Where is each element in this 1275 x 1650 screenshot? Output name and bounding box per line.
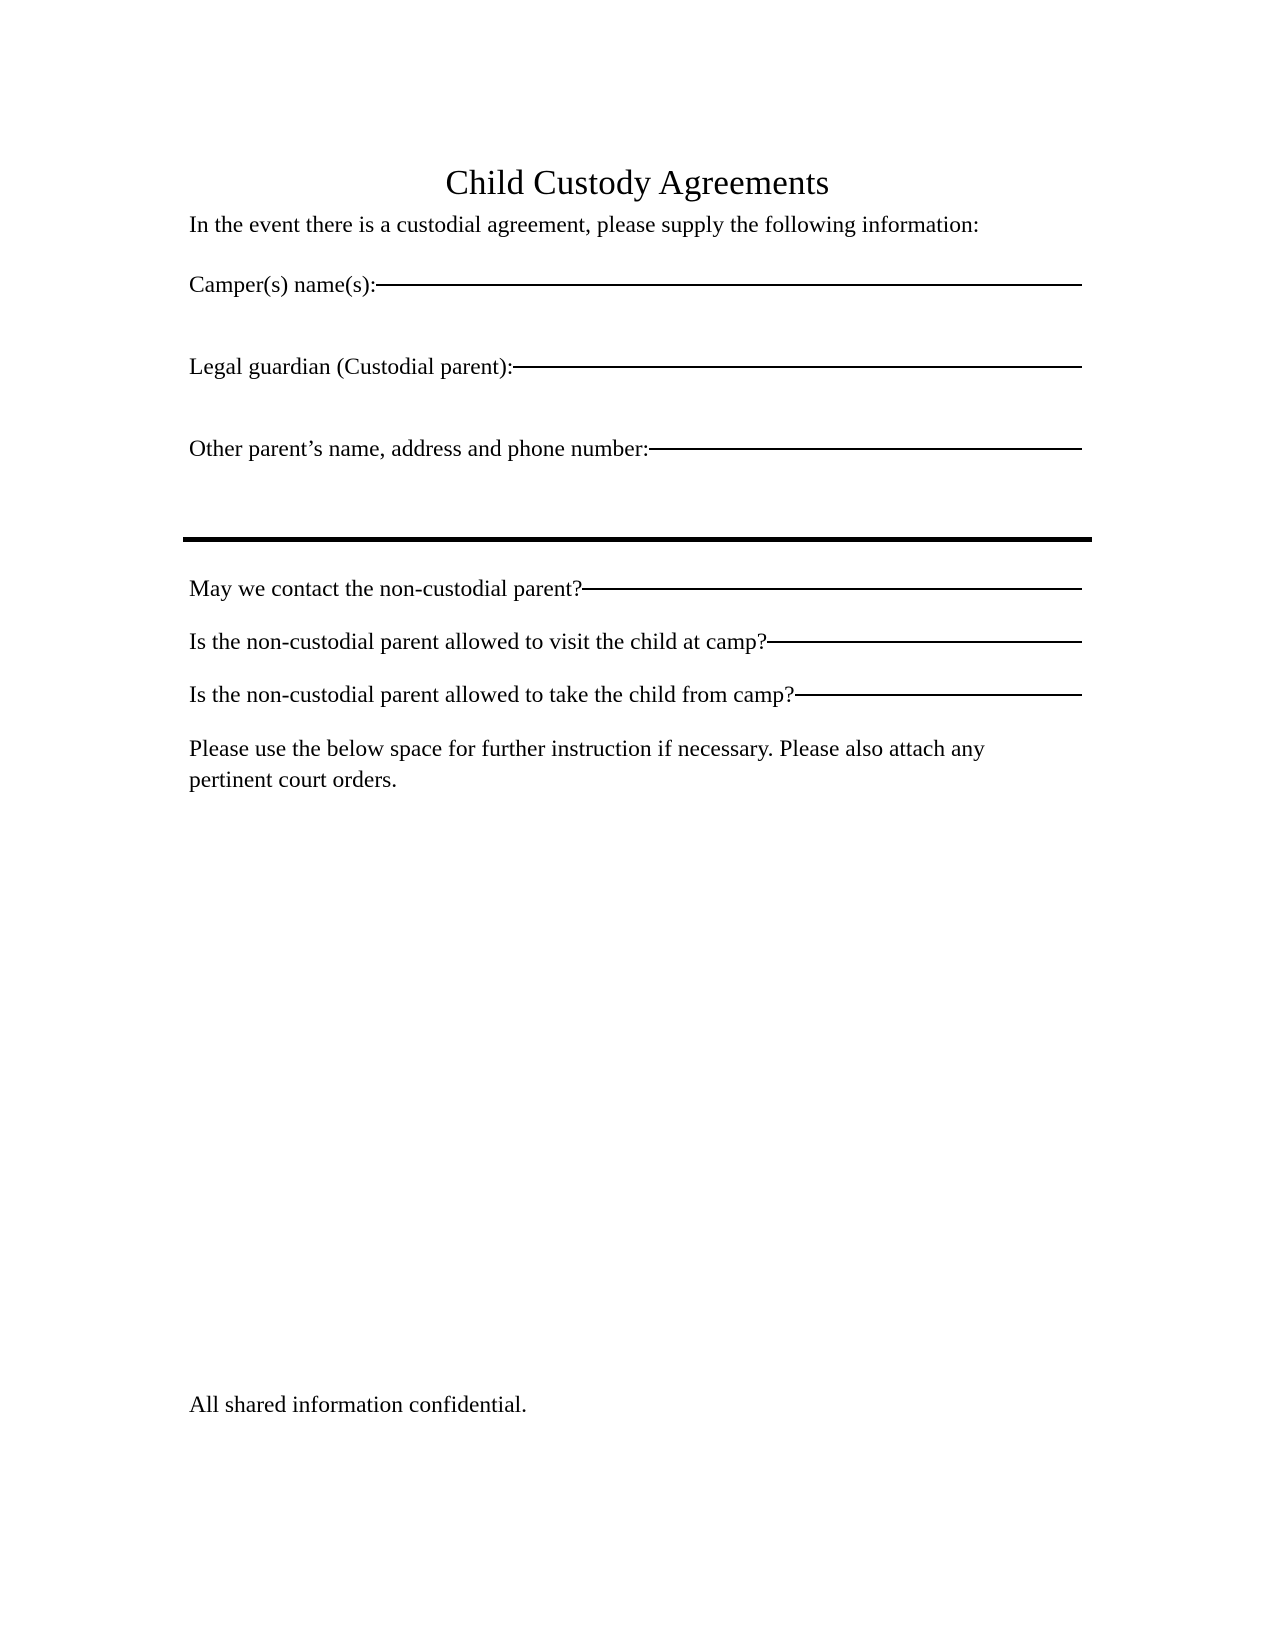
form-field-row bbox=[189, 268, 1082, 300]
field-label: Legal guardian (Custodial parent): bbox=[189, 353, 514, 380]
instructions-paragraph bbox=[189, 734, 1019, 795]
field-label: Camper(s) name(s): bbox=[189, 271, 377, 298]
form-field-row bbox=[189, 572, 1082, 604]
form-field-row bbox=[189, 432, 1082, 464]
legal-guardian-input[interactable] bbox=[513, 350, 1082, 374]
field-label: Other parent’s name, address and phone number: bbox=[189, 435, 650, 462]
question-visit-child bbox=[189, 625, 1089, 657]
field-other-parent bbox=[189, 432, 1089, 464]
campers-names-input[interactable] bbox=[376, 268, 1082, 292]
take-child-input[interactable] bbox=[795, 678, 1082, 702]
contact-non-custodial-input[interactable] bbox=[582, 572, 1082, 596]
field-legal-guardian bbox=[189, 350, 1089, 382]
question-label: Is the non-custodial parent allowed to visit the child at camp? bbox=[189, 628, 768, 655]
page-title: Child Custody Agreements bbox=[445, 163, 830, 203]
section-divider bbox=[183, 537, 1092, 542]
field-campers-names bbox=[189, 268, 1089, 300]
free-response-area[interactable] bbox=[189, 820, 1082, 1360]
intro-paragraph: In the event there is a custodial agreement, please supply the following information: bbox=[189, 212, 980, 238]
confidentiality-note: All shared information confidential. bbox=[189, 1392, 528, 1418]
other-parent-input[interactable] bbox=[649, 432, 1082, 456]
form-field-row bbox=[189, 678, 1082, 710]
instructions-line-2: pertinent court orders. bbox=[189, 766, 398, 793]
visit-child-input[interactable] bbox=[767, 625, 1082, 649]
form-field-row bbox=[189, 350, 1082, 382]
question-label: Is the non-custodial parent allowed to take the child from camp? bbox=[189, 681, 795, 708]
question-label: May we contact the non-custodial parent? bbox=[189, 575, 583, 602]
question-contact-non-custodial bbox=[189, 572, 1089, 604]
question-take-child bbox=[189, 678, 1089, 710]
instructions-line-1: Please use the below space for further instruction if necessary. Please also attach any bbox=[189, 736, 985, 762]
form-field-row bbox=[189, 625, 1082, 657]
